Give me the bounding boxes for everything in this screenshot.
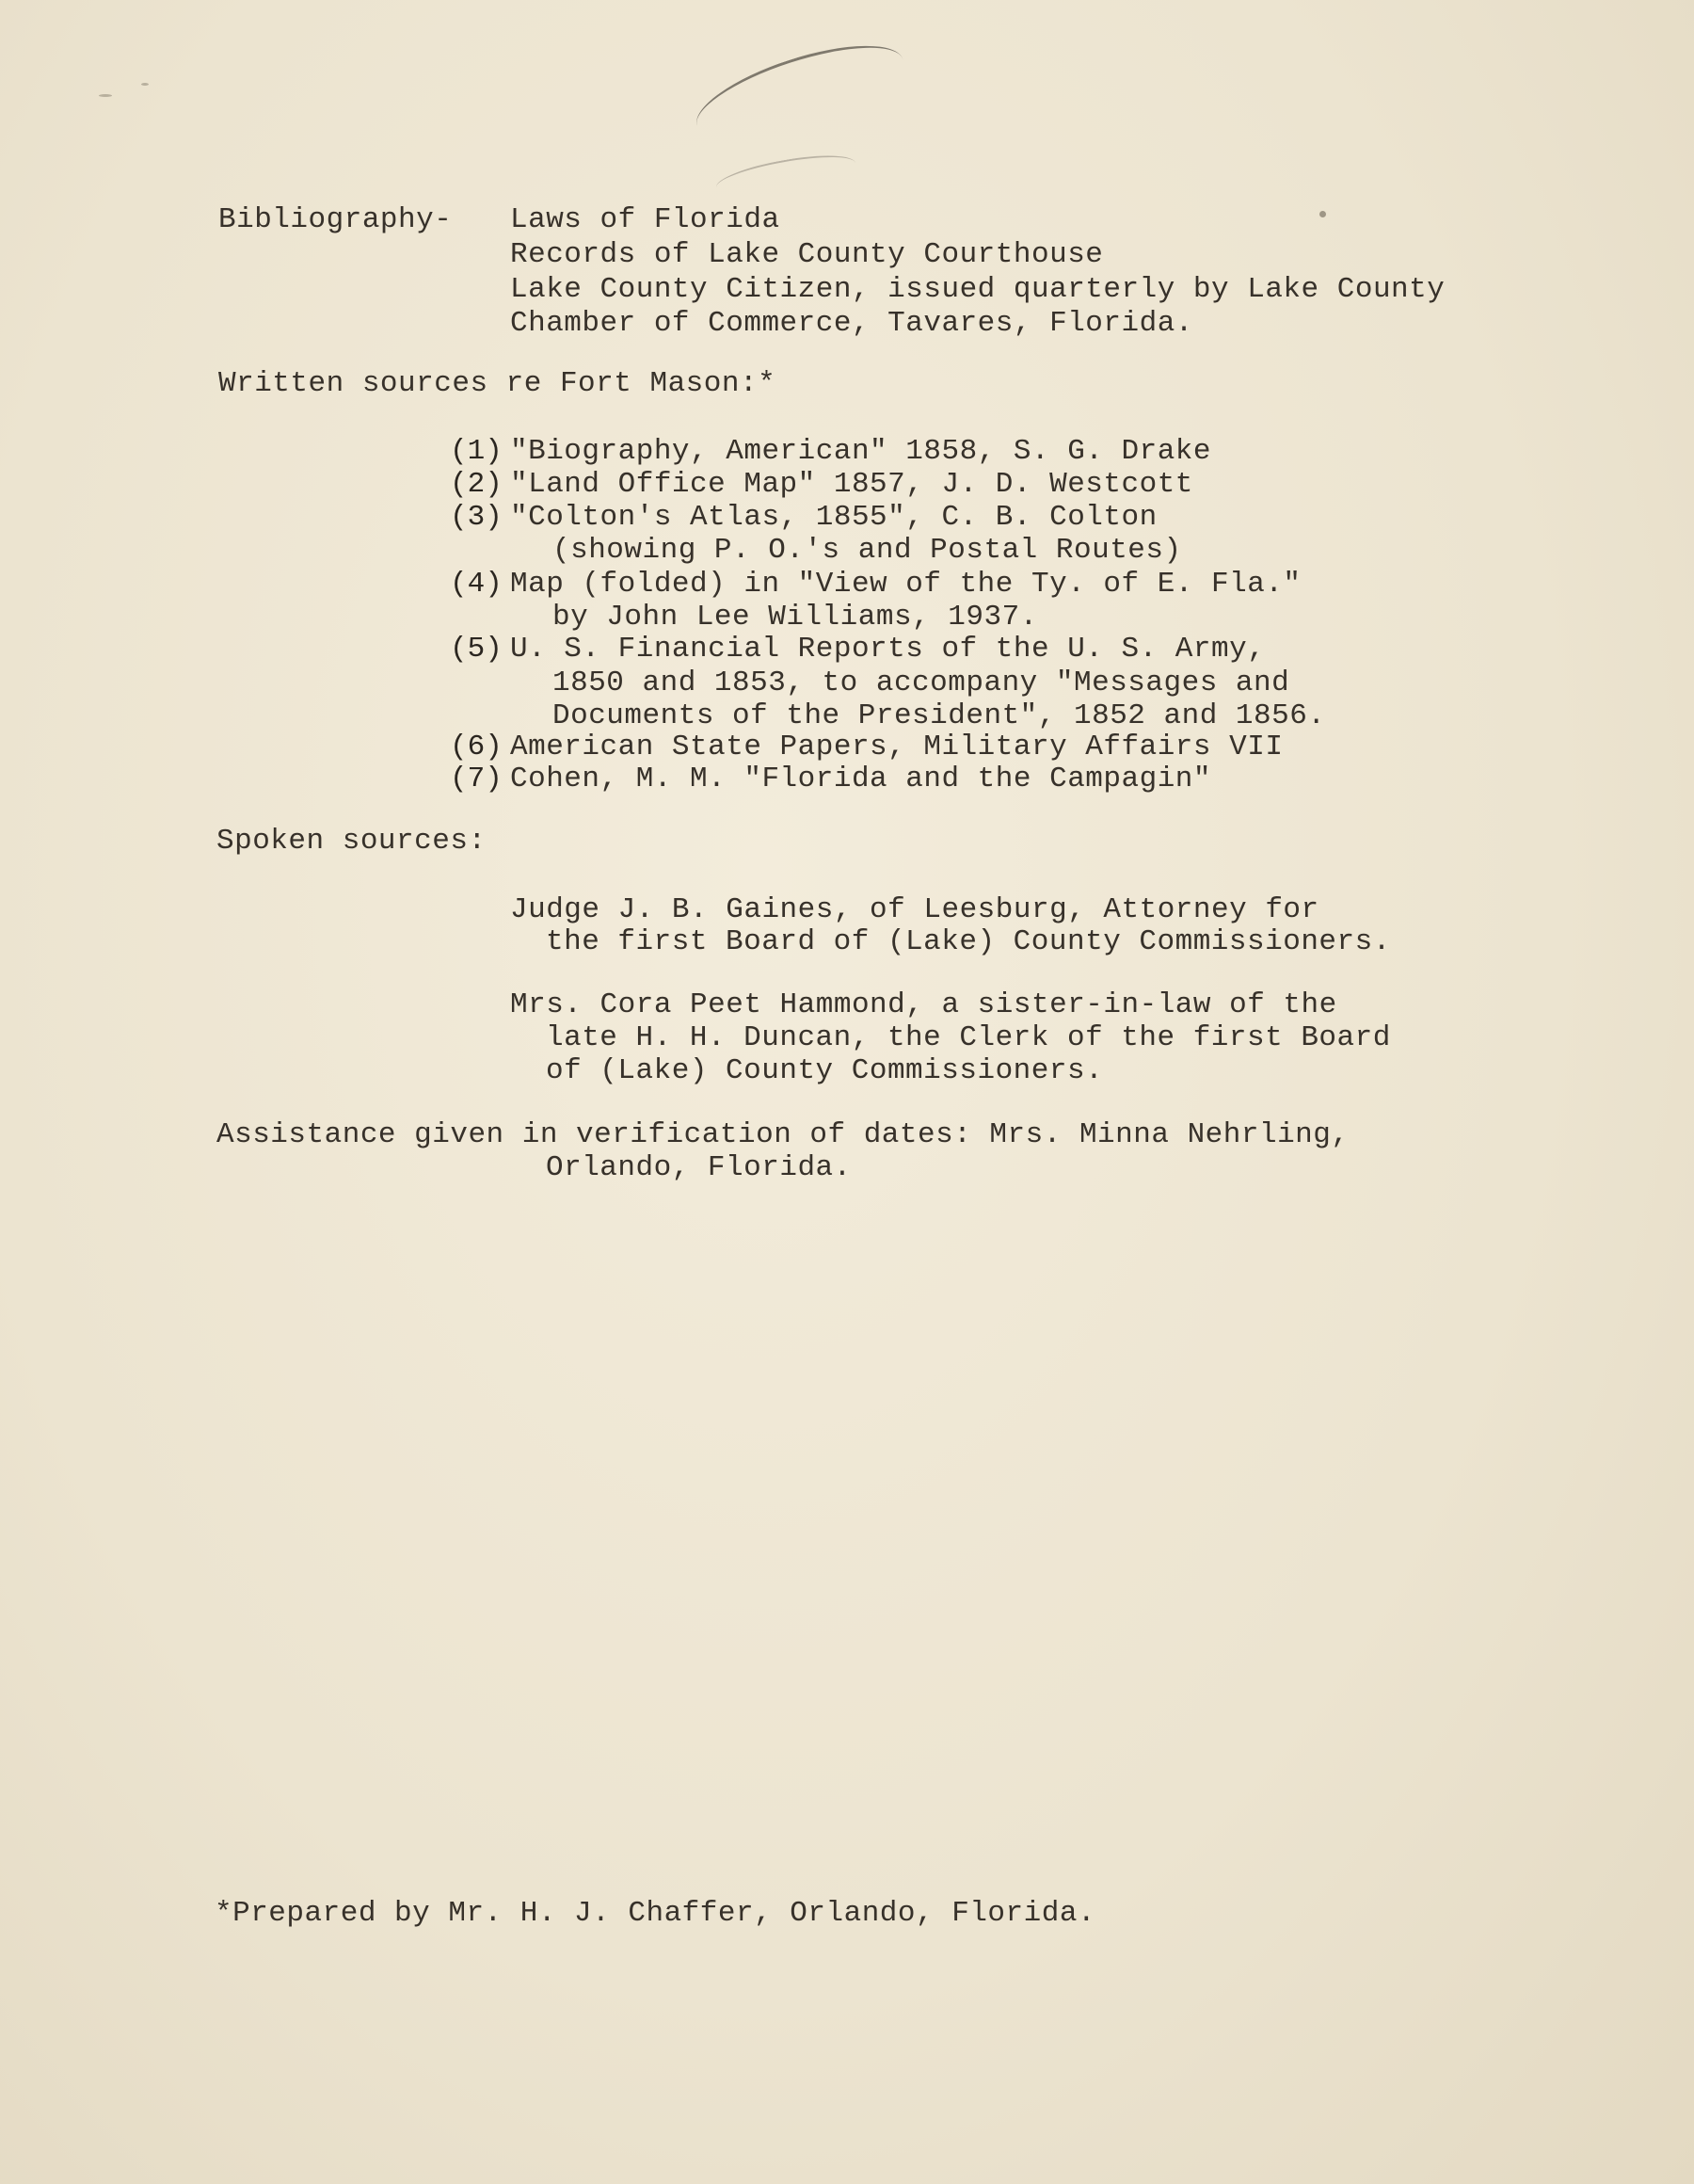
bibliography-item: Laws of Florida xyxy=(510,203,780,236)
written-source-line: Documents of the President", 1852 and 1856. xyxy=(552,699,1326,732)
pencil-mark xyxy=(713,148,857,202)
written-source-line: by John Lee Williams, 1937. xyxy=(552,601,1038,634)
written-source-line: "Biography, American" 1858, S. G. Drake xyxy=(510,435,1212,468)
written-sources-heading: Written sources re Fort Mason:* xyxy=(218,367,776,400)
bibliography-item: Records of Lake County Courthouse xyxy=(510,238,1104,271)
written-source-line: Cohen, M. M. "Florida and the Campagin" xyxy=(510,763,1212,795)
assistance-line: Orlando, Florida. xyxy=(546,1151,852,1184)
entry-number: (4) xyxy=(450,568,503,601)
written-source-line: "Colton's Atlas, 1855", C. B. Colton xyxy=(510,501,1158,534)
entry-number: (5) xyxy=(450,633,503,666)
bibliography-item: Lake County Citizen, issued quarterly by Lake County xyxy=(510,273,1446,306)
written-source-line: "Land Office Map" 1857, J. D. Westcott xyxy=(510,468,1193,501)
bibliography-label: Bibliography- xyxy=(218,203,453,236)
spoken-sources-heading: Spoken sources: xyxy=(216,825,487,858)
entry-number: (3) xyxy=(450,501,503,534)
spoken-source-line: late H. H. Duncan, the Clerk of the first Board xyxy=(546,1021,1391,1054)
ink-speck xyxy=(141,83,149,86)
written-source-line: American State Papers, Military Affairs VII xyxy=(510,731,1284,763)
spoken-source-line: Judge J. B. Gaines, of Leesburg, Attorney for xyxy=(510,893,1319,926)
bibliography-item: Chamber of Commerce, Tavares, Florida. xyxy=(510,307,1193,340)
written-source-line: U. S. Financial Reports of the U. S. Army, xyxy=(510,633,1266,666)
written-source-line: Map (folded) in "View of the Ty. of E. Fla." xyxy=(510,568,1302,601)
spoken-source-line: of (Lake) County Commissioners. xyxy=(546,1054,1104,1087)
entry-number: (1) xyxy=(450,435,503,468)
footnote: *Prepared by Mr. H. J. Chaffer, Orlando, Florida. xyxy=(215,1897,1096,1930)
entry-number: (2) xyxy=(450,468,503,501)
entry-number: (6) xyxy=(450,731,503,763)
entry-number: (7) xyxy=(450,763,503,795)
spoken-source-line: Mrs. Cora Peet Hammond, a sister-in-law of the xyxy=(510,988,1337,1021)
written-source-line: 1850 and 1853, to accompany "Messages and xyxy=(552,666,1290,699)
spoken-source-line: the first Board of (Lake) County Commissioners. xyxy=(546,925,1391,958)
pencil-mark xyxy=(686,26,913,159)
ink-speck xyxy=(99,94,112,97)
written-source-line: (showing P. O.'s and Postal Routes) xyxy=(552,534,1182,567)
assistance-line: Assistance given in verification of dates: Mrs. Minna Nehrling, xyxy=(216,1118,1350,1151)
ink-speck xyxy=(1319,211,1326,217)
